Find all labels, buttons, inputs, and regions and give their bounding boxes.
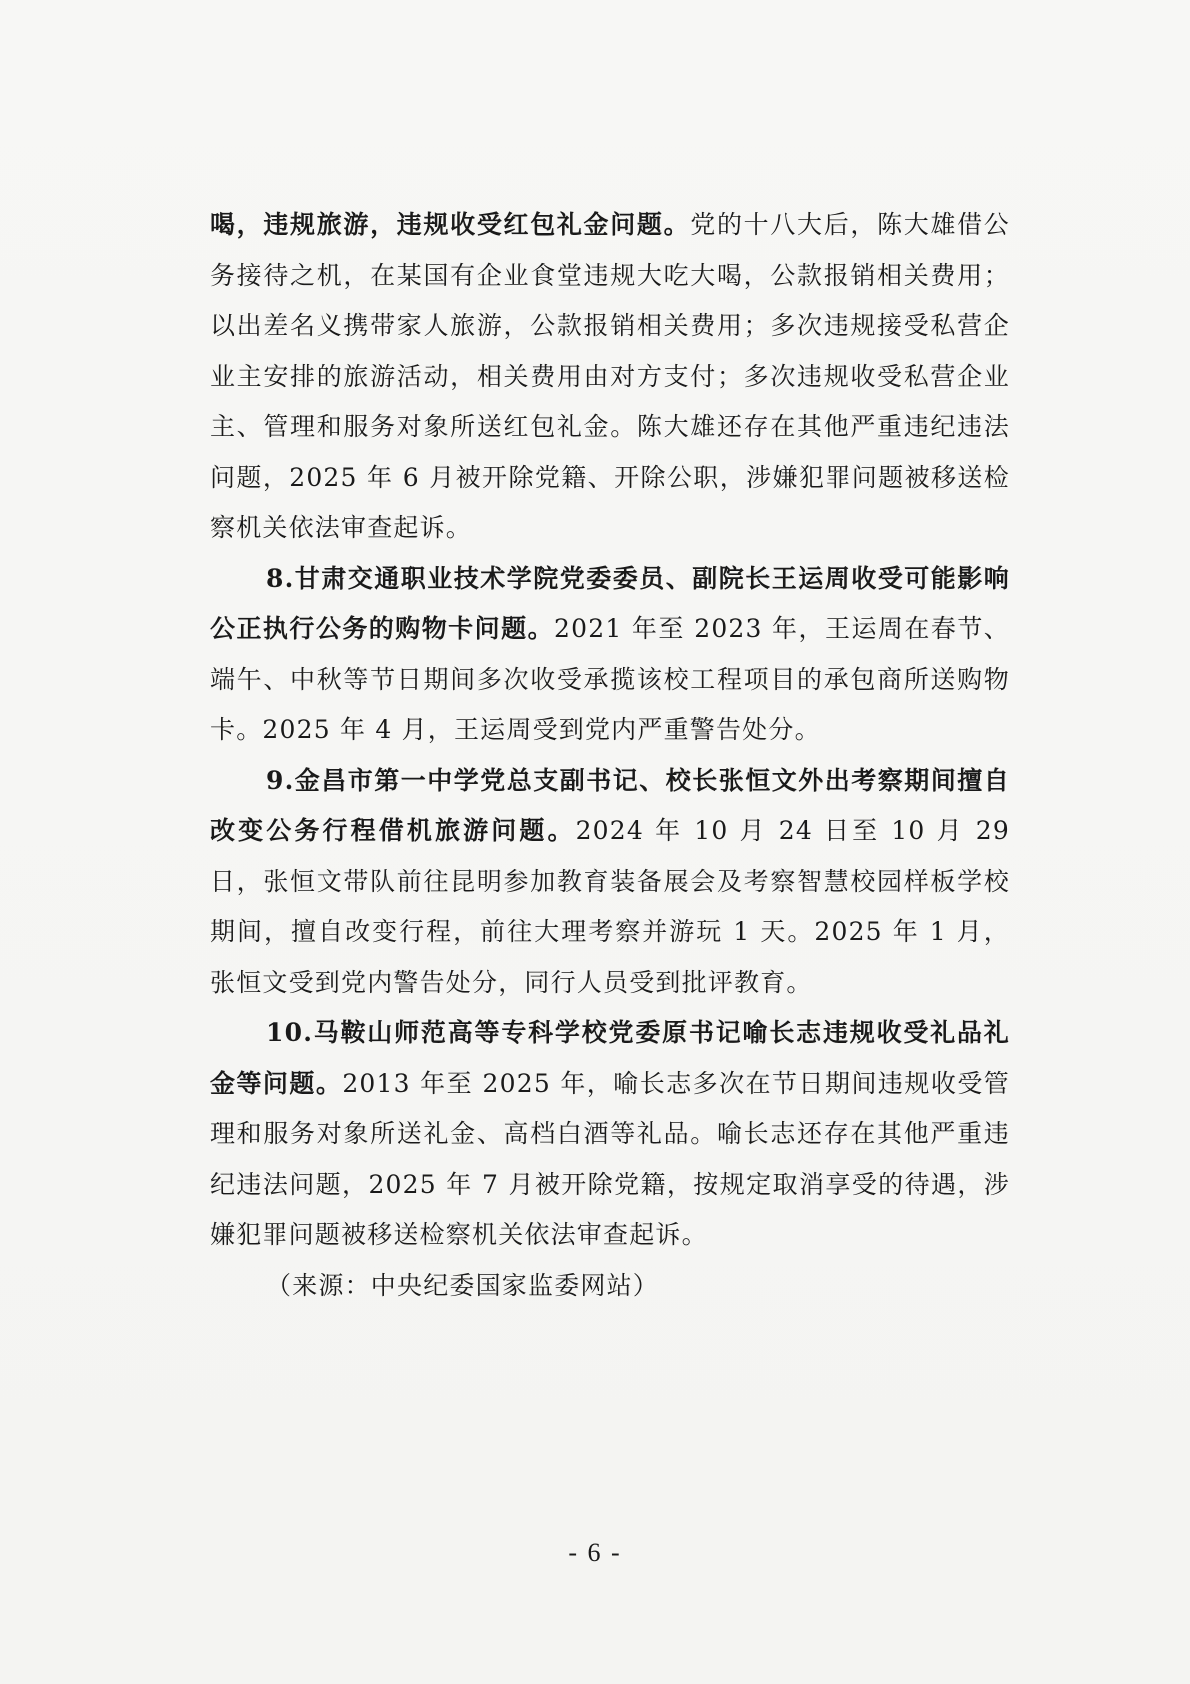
page-number: - 6 - [568, 1538, 622, 1567]
paragraph-1-text: 党的十八大后，陈大雄借公务接待之机，在某国有企业食堂违规大吃大喝，公款报销相关费用；以出差名义携带家人旅游，公款报销相关费用；多次违规接受私营企业主安排的旅游活动，相关费用由对方支付；多次违规收受私营企业主、管理和服务对象所送红包礼金。陈大雄还存在其他严重违纪违法问题，2025 年 6 月被开除党籍、开除公职，涉嫌犯罪问题被移送检察机关依法审查起诉。 [210, 210, 1011, 542]
paragraph-3-heading: 9.金昌市第一中学党总支副书记、校长张恒文外出考察期间擅自改变公务行程借机旅游问题。 [210, 765, 1010, 845]
document-body [210, 200, 1010, 1311]
source-note: （来源：中央纪委国家监委网站） [266, 1270, 660, 1300]
paragraph-4 [210, 1008, 1010, 1261]
paragraph-4-text: 2013 年至 2025 年，喻长志多次在节日期间违规收受管理和服务对象所送礼金、高档白酒等礼品。喻长志还存在其他严重违纪违法问题，2025 年 7 月被开除党籍，按规定取消享受的待遇，涉嫌犯罪问题被移送检察机关依法审查起诉。 [210, 1068, 1010, 1249]
paragraph-1-heading: 喝，违规旅游，违规收受红包礼金问题。 [210, 210, 691, 239]
paragraph-2-text: 2021 年至 2023 年，王运周在春节、端午、中秋等节日期间多次收受承揽该校工程项目的承包商所送购物卡。2025 年 4 月，王运周受到党内严重警告处分。 [210, 614, 1010, 744]
paragraph-2-heading: 8.甘肃交通职业技术学院党委委员、副院长王运周收受可能影响公正执行公务的购物卡问题。 [210, 563, 1010, 643]
paragraph-2 [210, 554, 1010, 756]
paragraph-1 [210, 200, 1010, 554]
paragraph-3 [210, 756, 1010, 1009]
paragraph-3-text: 2024 年 10 月 24 日至 10 月 29 日，张恒文带队前往昆明参加教育装备展会及考察智慧校园样板学校期间，擅自改变行程，前往大理考察并游玩 1 天。2025 年 1 月，张恒文受到党内警告处分，同行人员受到批评教育。 [210, 816, 1010, 997]
paragraph-4-heading: 10.马鞍山师范高等专科学校党委原书记喻长志违规收受礼品礼金等问题。 [210, 1018, 1010, 1098]
